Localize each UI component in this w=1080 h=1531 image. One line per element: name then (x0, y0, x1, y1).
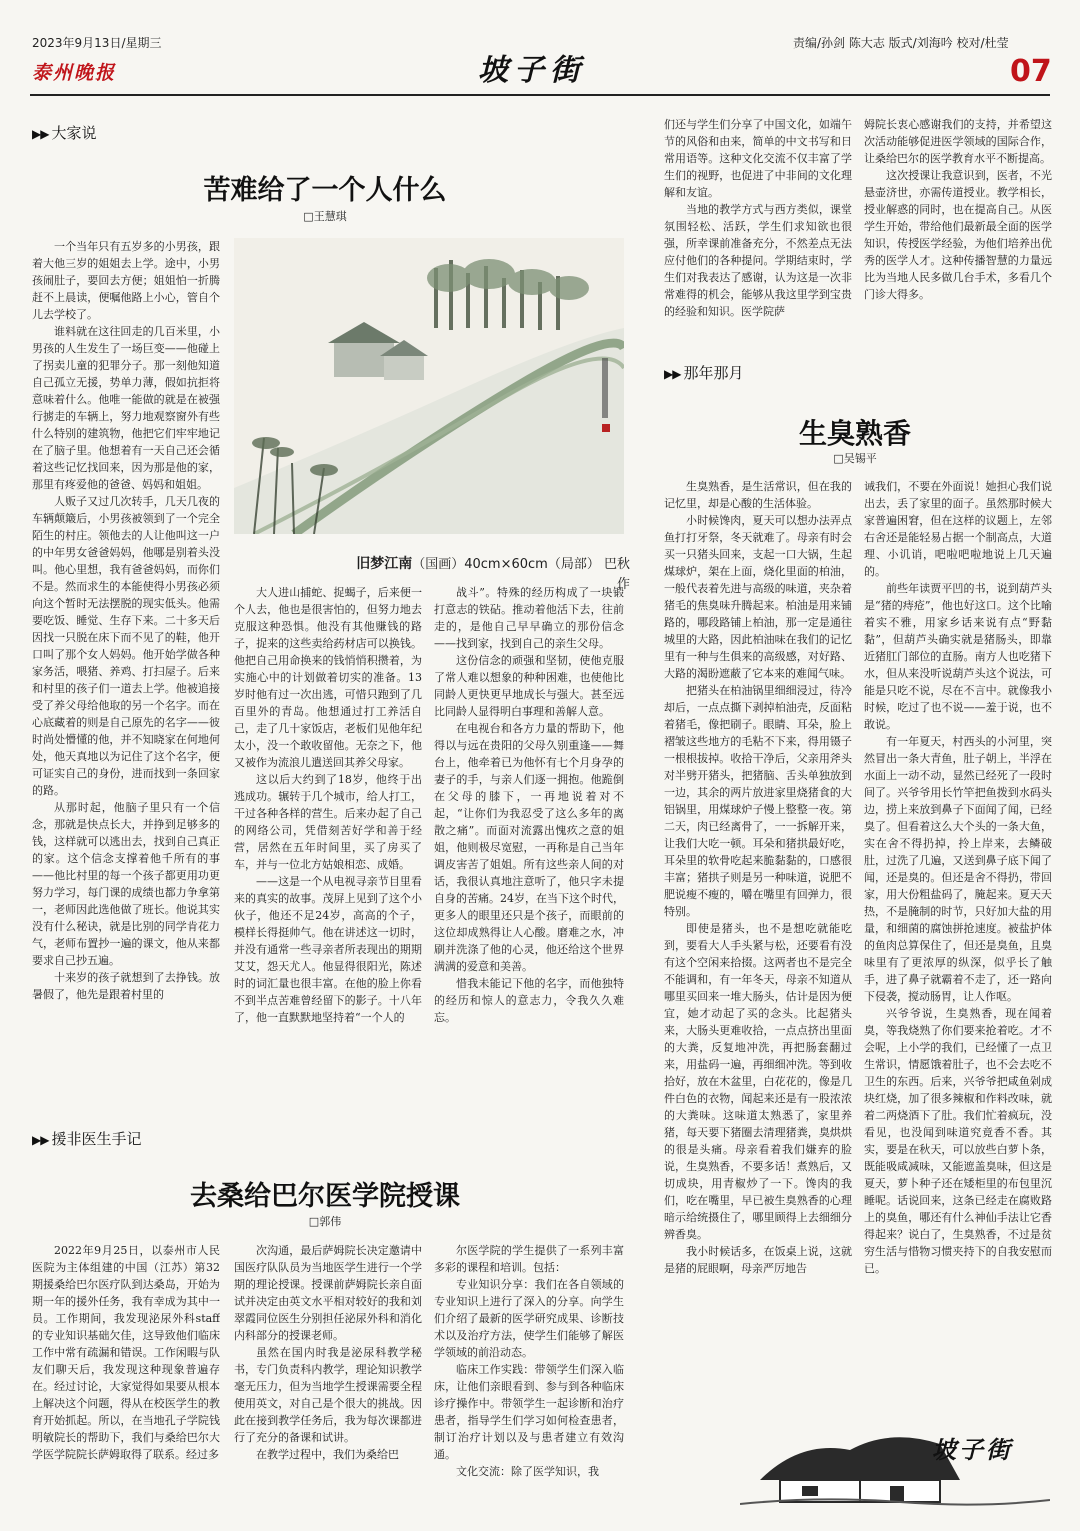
newspaper-logo: 泰州晚报 (32, 62, 117, 84)
article2-column-2: 次沟通，最后萨姆院长决定邀请中国医疗队队员为当地医学生进行一个学期的理论授课。授课前萨姆院长亲自面试并决定由英文水平相对较好的我和刘翠霞同位医生分别担任泌尿外科和消化内科部分的授课老师。 虽然在国内时我是泌尿科教学秘书，专门负责科内教学，理论知识教学毫无压力，但为当地学生授课需要全程使用英文，对自己是个很大的挑战。因此在接到教学任务后，我为每次课都进行了充分的备课和试讲。 在教学过程中，我们为桑给巴 (234, 1244, 422, 1461)
editors-credit: 责编/孙剑 陈大志 版式/刘海吟 校对/杜莹 (793, 36, 1009, 50)
article2-column-4: 们还与学生们分享了中国文化，如端午节的风俗和由来，简单的中文书写和日常用语等。这种文化交流不仅丰富了学生们的视野，也促进了中非间的文化理解和友谊。 当地的教学方式与西方类似，课堂氛围轻松、活跃，学生们求知欲也很强，所幸课前准备充分，不然差点无法应付他们的各种提问。学期结束时，学生们对我表达了感谢，认为这是一次非常难得的机会，能够从我这里学到宝贵的经验和知识。医学院萨 (664, 118, 852, 318)
article2-column-1: 2022年9月25日，以泰州市人民医院为主体组建的中国（江苏）第32期援桑给巴尔医疗队到达桑岛，开始为期一年的援外任务，我有幸成为其中一员。工作期间，我发现泌尿外科staff的专业知识基础欠佳，这导致他们临床工作中常有疏漏和错误。工作闲暇与队友们聊天后，我发现这种现象普遍存在。经过讨论，大家觉得如果要从根本上解决这个问题，得从在校医学生的教育开始抓起。所以，在当地孔子学院钱明敏院长的帮助下，我们与桑给巴尔大学医学院院长萨姆取得了联系。经过多 (32, 1244, 220, 1461)
article2-column-3: 尔医学院的学生提供了一系列丰富多彩的课程和培训。包括： 专业知识分享：我们在各自领域的专业知识上进行了深入的分享。向学生们介绍了最新的医学研究成果、诊断技术以及治疗方法，使学生们能够了解医学领域的前沿动态。 临床工作实践：带领学生们深入临床，让他们亲眼看到、参与到各种临床诊疗操作中。带领学生一起诊断和治疗患者，指导学生们学习如何检查患者，制订治疗计划以及与患者建立有效沟通。 文化交流：除了医学知识，我 (434, 1244, 624, 1478)
footer-logo-text: 坡子街 (932, 1435, 1013, 1464)
article3-column-1: 生臭熟香，是生活常识，但在我的记忆里，却是心酸的生活体验。 小时候馋肉，夏天可以想办法弄点鱼打打牙祭，冬天就难了。母亲有时会买一只猪头回来，支起一口大锅，生起煤球炉，架在上面，烧化里面的柏油，一般代表着先进与高级的味道，夹杂着猪毛的焦臭味升腾起来。柏油是用来铺路的，哪段路铺上柏油，那一定是通往城里的大路，因此柏油味在我们的记忆里有一种与生俱来的高级感，对好路、大路的渴盼遮蔽了它本来的难闻气味。 把猪头在柏油锅里细细浸过，待冷却后，一点点撕下剥掉柏油壳，反面粘着猪毛，像把刷子。眼睛、耳朵，脸上褶皱这些地方的毛粘不下来，得用镊子一根根拔掉。收拾干净后，父亲用斧头对半劈开猪头，把猪脑、舌头单独放到一边，其余的两片放进家里烧猪食的大铝锅里，用煤球炉子慢上整整一夜。第二天，肉已经离骨了，一一拆解开来，让我们大吃一顿。耳朵和猪拱最好吃，耳朵里的软骨吃起来脆黏黏的，口感很丰富；猪拱子则是另一种味道，说肥不肥说瘦不瘦的，嚼在嘴里有回弹力，很特别。 即使是猪头，也不是想吃就能吃到，要看大人手头紧与松，还要看有没有这个空闲来拾掇。这两者也不是完全不能调和，有一年冬天，母亲不知道从哪里买回来一堆大肠头，估计是因为便宜，她才动起了买的念头。比起猪头来，大肠头更难收拾，一点点挤出里面的大粪，反复地冲洗，再把肠套翻过来，用盐码一遍，再细细冲洗。等到收拾好，放在木盆里，白花花的，像是几件白色的衣物，闻起来还是有一股浓浓的大粪味。这味道太熟悉了，家里养猪，每天要下猪圈去清理猪粪，臭烘烘的很是头痛。母亲看着我们嫌弃的脸说，生臭熟香，不要多话！煮熟后，又切成块，用青椒炒了一下。馋肉的我们，吃在嘴里，早已被生臭熟香的心理暗示给统摄住了，哪里顾得上去细细分辨香臭。 我小时候话多，在饭桌上说，这就是猪的屁眼啊，母亲严厉地告 (664, 480, 852, 1275)
page-number: 07 (1010, 54, 1052, 89)
section-label-dajiashuo: ▶▶ 大家说 (32, 124, 97, 142)
article-author-3: □吴锡平 (833, 452, 877, 465)
article1-column-1: 一个当年只有五岁多的小男孩，跟着大他三岁的姐姐去上学。途中，小男孩闹肚子，要回去方便；姐姐怕一折腾赶不上晨读，便嘱他路上小心，管自个儿去学校了。 谁料就在这往回走的几百米里，小男孩的人生发生了一场巨变——他碰上了拐卖儿童的犯罪分子。那一刻他知道自己孤立无援，势单力薄，假如抗拒将意味着什么。他唯一能做的就是在被强行掳走的车辆上，努力地观察窗外有些什么特别的建筑物，他把它们牢牢地记在了脑子里。他想着有一天自己还会循着这些记忆找回来，因为那是他的家，那里有疼爱他的爸爸、妈妈和姐姐。 人贩子又过几次转手，几天几夜的车辆颠簸后，小男孩被领到了一个完全陌生的村庄。领他去的人让他叫这一户的中年男女爸爸妈妈，他哪是别着头没叫。他心里想，我有爸爸妈妈，而你们不是。然而求生的本能使得小男孩必须向这个暂时无法摆脱的现实低头。他需要吃饭、睡觉、生存下来。二十多天后因找一只脱在床下而不见了的鞋，他开口叫了那个女人妈妈。他开始学做各种家务活，喂猪、养鸡、打扫屋子。后来和村里的孩子们一道去上学。他被追接受了养父母给他取的另一个名字。而在心底藏着的则是自己原先的名字——彼时尚处懵懂的他，并不知晓家在何地何处，他天真地以为记住了这个名字，便可证实自己的身份，进而找到一条回家的路。 从那时起，他脑子里只有一个信念，那就是快点长大，并挣到足够多的钱，这样就可以逃出去，找到自己真正的家。这个信念支撑着他千所有的事——他比村里的每一个孩子都更用功更努力学习，每门课的成绩也都力争拿第一，老师因此选他做了班长。他说其实没有什么秘诀，就是比别的同学肯花力气，老师布置抄一遍的课文，他从来都要求自己抄五遍。 十来岁的孩子就想到了去挣钱。放暑假了，他先是跟着村里的 (32, 240, 220, 1001)
section-label-yuanfei: ▶▶ 援非医生手记 (32, 1130, 142, 1148)
page-title: 坡子街 (478, 53, 586, 88)
article2-column-5: 姆院长衷心感谢我们的支持，并希望这次活动能够促进医学领域的国际合作，让桑给巴尔的医学教育水平不断提高。 这次授课让我意识到，医者，不光悬壶济世，亦需传道授业。教学相长，授业解惑的同时，也在提高自己。从医学生开始，带给他们最新最全面的医学知识，传授医学经验，为他们培养出优秀的医学人才。这种传播智慧的力量远比为当地人民多做几台手术，多看几个门诊大得多。 (864, 118, 1052, 301)
footer-logo (740, 1410, 1050, 1510)
article-title-1: 苦难给了一个人什么 (203, 175, 447, 206)
article-author-2: □郭伟 (308, 1215, 342, 1228)
article3-column-2: 诫我们，不要在外面说！她担心我们说出去，丢了家里的面子。虽然那时候大家普遍困窘，但在这样的议题上，左邻右舍还是能轻易占据一个制高点，大道理、小讥诮，吧啦吧啦地说上几天遍的。 前些年读贾平凹的书，说到葫芦头是“猪的痔疮”，他也好这口。这个比喻着实不雅，用家乡话来说有点“野黏黏”，但葫芦头确实就是猪肠头，即靠近猪肛门部位的直肠。南方人也吃猪下水，但从来没听说葫芦头这个说法，可能是只吃不说，尽在不言中。就像我小时候，吃过了也不说——羞于说，也不敢说。 有一年夏天，村西头的小河里，突然冒出一条大青鱼，肚子朝上，半浮在水面上一动不动，显然已经死了一段时间了。兴爷爷用长竹竿把鱼拨到水码头边，捞上来放到鼻子下面闻了闻，已经臭了。但看着这么大个头的一条大鱼，实在舍不得扔掉，拎上岸来，去鳞破肚，过洗了几遍，又送到鼻子底下闻了闻，还是臭的。但还是舍不得扔，带回家，用大份粗盐码了，腌起来。夏天天热，不是腌制的时节，只好加大盐的用量，和细菌的腐蚀拼抢速度。被盐护体的鱼肉总算保住了，但还是臭鱼，且臭味里有了更浓厚的纵深，似乎长了触手，进了鼻子就霸着不走了，还一路向下侵袭，搅动肠胃，让人作呕。 兴爷爷说，生臭熟香，现在闻着臭，等我烧熟了你们要来抢着吃。才不会呢，上小学的我们，已经懂了一点卫生常识，情愿饿着肚子，也不会去吃不卫生的东西。后来，兴爷爷把咸鱼剁成块红烧，加了很多辣椒和作料改味，就着二两烧酒下了肚。我们忙着疯玩，没看见，也没闻到味道究竟香不香。其实，要是在秋天，可以放些白萝卜条，既能吸咸减味，又能遮盖臭味，但这是夏天，萝卜种子还在矮柜里的布包里沉睡呢。话说回来，这条已经走在腐败路上的臭鱼，哪还有什么神仙手法让它香得起来？说白了，生臭熟香，不过是贫穷生活与惜物习惯夹持下的自我安慰而已。 (864, 480, 1052, 1275)
issue-date: 2023年9月13日/星期三 (32, 36, 162, 50)
landscape-painting-image (234, 238, 624, 534)
article-title-3: 生臭熟香 (798, 417, 911, 450)
painting-caption: 旧梦江南（国画）40cm×60cm（局部） 巴秋 作 (356, 556, 630, 592)
header-rule (30, 94, 1050, 96)
article-author-1: □王慧琪 (303, 210, 347, 223)
landscape-painting (234, 238, 624, 534)
article1-column-2: 大人进山捕蛇、捉蝎子，后来便一个人去，他也是很害怕的，但努力地去克服这种恐惧。他没有其他赚钱的路子，捉来的这些卖给药材店可以换钱。他把自己用命换来的钱悄悄积攒着，为实施心中的计划做着切实的准备。13岁时他有过一次出逃，可惜只跑到了几百里外的青岛。他想通过打工养活自己，走了几十家饭店，老板们见他年纪太小，没一个敢收留他。无奈之下，他又被作为流浪儿遣送回其养父母家。 这以后大约到了18岁，他终于出逃成功。辗转于几个城市，给人打工，干过各种各样的营生。后来办起了自己的网络公司，凭借刻苦好学和善于经营，居然在五年时间里，买了房买了车，并与一位北方姑娘相恋、成婚。 ——这是一个从电视寻亲节目里看来的真实的故事。茂屏上见到了这个小伙子，他还不足24岁，高高的个子，模样长得挺帅气。他在讲述这一切时，并没有通常一些寻亲者所表现出的期期艾艾，怨天尤人。他显得很阳光，陈述时的词汇量也很丰富。在他的脸上你看不到半点苦难曾经留下的影子。十八年了，他一直默默地坚持着“一个人的 (234, 586, 422, 1024)
section-label-nianyue: ▶▶ 那年那月 (664, 364, 744, 382)
article1-column-3: 战斗”。特殊的经历构成了一块锻打意志的铁砧。推动着他活下去，往前走的，是他自己早早确立的那份信念——找到家，找到自己的亲生父母。 这份信念的顽强和坚韧，使他克服了常人难以想象的种种困难，也使他比同龄人更快更早地成长与强大。甚至远比同龄人显得明白事理和善解人意。 在电视台和各方力量的帮助下，他得以与远在贵阳的父母久别重逢——舞台上，他牵着已为他怀有七个月身孕的妻子的手，与亲人们逐一拥抱。他跪倒在父母的膝下，一再地说着对不起，“让你们为我忍受了这么多年的离散之痛”。而面对流露出愧疚之意的姐姐，他则极尽宽慰，一再称是自己当年调皮害苦了姐姐。所有这些亲人间的对话，我很认真地注意听了，他只字未提自身的苦痛。24岁，在当下这个时代，更多人的眼里还只是个孩子，而眼前的这位却成熟得让人心酸。磨难之水，冲刷并洗涤了他的心灵，他还给这个世界满满的爱意和美善。 惜我未能记下他的名字，而他独特的经历和惊人的意志力，令我久久难忘。 (434, 586, 624, 1024)
article-title-2: 去桑给巴尔医学院授课 (190, 1181, 460, 1212)
